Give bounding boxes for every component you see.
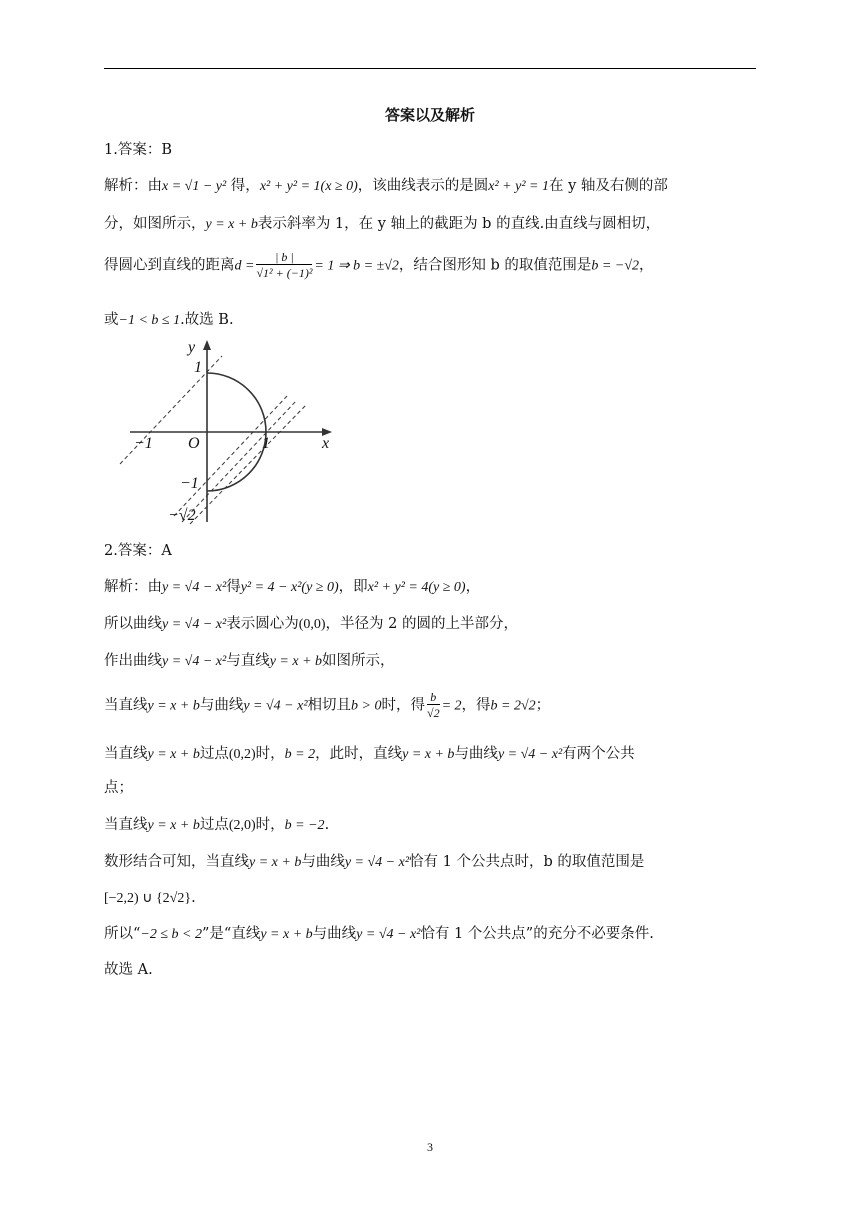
tick-x-minus1: −1 [134, 435, 153, 452]
tick-x-1: 1 [262, 435, 270, 452]
distance-fraction: $\frac{| b |}{\text{√1² + (−1)²}}$ [256, 250, 313, 280]
tick-y-1: 1 [194, 359, 202, 376]
q2-line-10: 所以“−2 ≤ b < 2”是“直线y = x + b与曲线y = √4 − x²恰有 1 个公共点”的充分不必要条件. [104, 926, 654, 942]
q1-line-4: 或−1 < b ≤ 1.故选 B. [104, 312, 234, 328]
q2-line-4: 当直线y = x + b与曲线y = √4 − x²相切且b > 0时，得 $\frac{b}{√2}$ = 2，得b = 2√2； [104, 690, 551, 720]
page-number: 3 [427, 1140, 433, 1154]
q1-line-1: 解析：由x = √1 − y² 得，x² + y² = 1(x ≥ 0)，该曲线表示的是圆x² + y² = 1在 y 轴及右侧的部 [104, 178, 668, 194]
q2-answer: 2.答案：A [104, 543, 172, 559]
q2-line-7: 当直线y = x + b过点(2,0)时，b = −2. [104, 817, 330, 833]
q2-line-8: 数形结合可知，当直线y = x + b与曲线y = √4 − x²恰有 1 个公共点时，b 的取值范围是 [104, 854, 645, 870]
y-axis-label: y [188, 339, 196, 356]
q1-line-2: 分，如图所示，y = x + b表示斜率为 1，在 y 轴上的截距为 b 的直线.由直线与圆相切， [104, 216, 661, 232]
header-rule [104, 68, 756, 69]
line-b-minus1 [182, 400, 297, 522]
tangent-fraction: $\frac{b}{√2}$ [426, 690, 440, 720]
y-axis-arrow [203, 340, 211, 350]
q1-line-3: 得圆心到直线的距离d = $\frac{| b |}{\text{√1² + (−1)²}}$ = 1 ⇒ b = ±√2，结合图形知 b 的取值范围是b = −√2， [104, 250, 654, 280]
semicircle-tangent-figure [112, 336, 342, 526]
origin-label: O [188, 435, 200, 452]
q2-line-9: [−2,2) ∪ {2√2}. [104, 890, 196, 906]
tick-y-minus1: −1 [180, 475, 199, 492]
q2-line-11: 故选 A. [104, 962, 153, 978]
q2-line-1: 解析：由y = √4 − x²得y² = 4 − x²(y ≥ 0)，即x² + y² = 4(y ≥ 0)， [104, 579, 481, 595]
q1-answer: 1.答案：B [104, 142, 172, 158]
tick-y-minus-sqrt2: −√2 [168, 507, 196, 524]
q2-line-5: 当直线y = x + b过点(0,2)时，b = 2，此时，直线y = x + b与曲线y = √4 − x²有两个公共 [104, 746, 635, 762]
q2-line-3: 作出曲线y = √4 − x²与直线y = x + b如图所示， [104, 653, 395, 669]
q2-line-6: 点； [104, 780, 133, 796]
line-b-1 [174, 396, 287, 516]
x-axis-label: x [322, 435, 330, 452]
q2-line-2: 所以曲线y = √4 − x²表示圆心为(0,0)，半径为 2 的圆的上半部分， [104, 616, 518, 632]
page-title: 答案以及解析 [384, 106, 475, 124]
